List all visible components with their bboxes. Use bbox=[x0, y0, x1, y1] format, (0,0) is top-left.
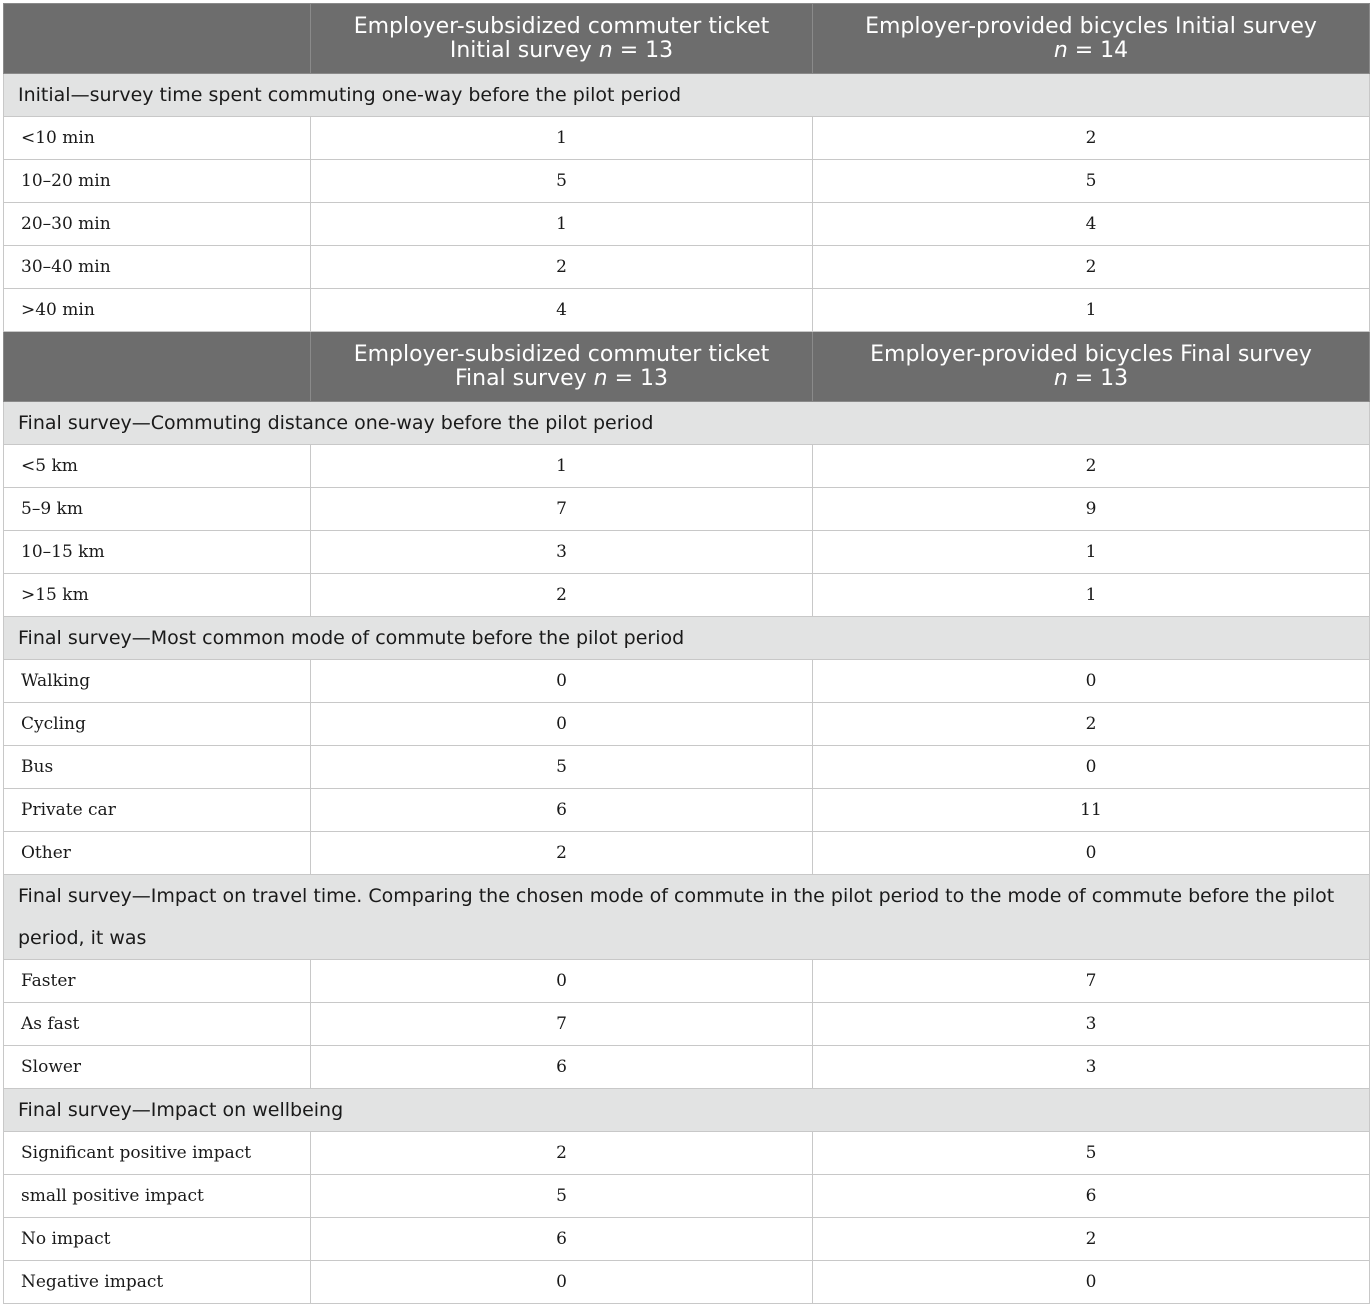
section-row bbox=[4, 875, 1370, 960]
bicycle-count: 11 bbox=[813, 789, 1370, 832]
bicycle-count: 1 bbox=[813, 574, 1370, 617]
header-text: Employer-subsidized commuter ticket bbox=[353, 13, 770, 39]
table-row bbox=[4, 160, 1370, 203]
ticket-count: 4 bbox=[311, 289, 813, 332]
bicycle-count: 3 bbox=[813, 1046, 1370, 1089]
ticket-count: 7 bbox=[311, 1003, 813, 1046]
table-row bbox=[4, 703, 1370, 746]
row-label: Significant positive impact bbox=[4, 1132, 311, 1175]
bicycle-count: 0 bbox=[813, 832, 1370, 875]
header-n: n bbox=[598, 37, 613, 63]
ticket-count: 5 bbox=[311, 1175, 813, 1218]
section-row bbox=[4, 617, 1370, 660]
table-row bbox=[4, 832, 1370, 875]
header-bicycle bbox=[813, 332, 1370, 402]
table-row bbox=[4, 531, 1370, 574]
header-count: = 13 bbox=[607, 365, 669, 391]
ticket-count: 0 bbox=[311, 1261, 813, 1304]
bicycle-count: 2 bbox=[813, 246, 1370, 289]
header-count: = 13 bbox=[612, 37, 674, 63]
bicycle-count: 2 bbox=[813, 703, 1370, 746]
section-row bbox=[4, 402, 1370, 445]
row-label: Slower bbox=[4, 1046, 311, 1089]
row-label: <10 min bbox=[4, 117, 311, 160]
ticket-count: 1 bbox=[311, 445, 813, 488]
row-label: >15 km bbox=[4, 574, 311, 617]
table-row bbox=[4, 445, 1370, 488]
ticket-count: 2 bbox=[311, 574, 813, 617]
section-title: Final survey—Impact on travel time. Comparing the chosen mode of commute in the pilot period to the mode of commute before the pilot period, it was bbox=[4, 875, 1370, 960]
row-label: 30–40 min bbox=[4, 246, 311, 289]
bicycle-count: 1 bbox=[813, 289, 1370, 332]
ticket-count: 1 bbox=[311, 117, 813, 160]
table-row bbox=[4, 1261, 1370, 1304]
section-title: Final survey—Commuting distance one-way before the pilot period bbox=[4, 402, 1370, 445]
header-n: n bbox=[1053, 365, 1068, 391]
table-body bbox=[4, 4, 1370, 1304]
header-n: n bbox=[1053, 37, 1068, 63]
bicycle-count: 1 bbox=[813, 531, 1370, 574]
ticket-count: 0 bbox=[311, 660, 813, 703]
table-row bbox=[4, 1003, 1370, 1046]
row-label: As fast bbox=[4, 1003, 311, 1046]
row-label: Private car bbox=[4, 789, 311, 832]
header-blank-cell bbox=[4, 332, 311, 402]
bicycle-count: 6 bbox=[813, 1175, 1370, 1218]
header-text: Employer-subsidized commuter ticket bbox=[353, 341, 770, 367]
bicycle-count: 3 bbox=[813, 1003, 1370, 1046]
ticket-count: 0 bbox=[311, 960, 813, 1003]
row-label: Walking bbox=[4, 660, 311, 703]
table-row bbox=[4, 1132, 1370, 1175]
section-title: Initial—survey time spent commuting one-way before the pilot period bbox=[4, 74, 1370, 117]
ticket-count: 2 bbox=[311, 246, 813, 289]
header-ticket bbox=[311, 332, 813, 402]
ticket-count: 2 bbox=[311, 832, 813, 875]
row-label: small positive impact bbox=[4, 1175, 311, 1218]
bicycle-count: 5 bbox=[813, 160, 1370, 203]
header-text: Employer-provided bicycles Final survey bbox=[870, 341, 1312, 367]
ticket-count: 5 bbox=[311, 160, 813, 203]
bicycle-count: 0 bbox=[813, 660, 1370, 703]
ticket-count: 5 bbox=[311, 746, 813, 789]
header-text: Initial survey bbox=[449, 37, 599, 63]
section-title: Final survey—Impact on wellbeing bbox=[4, 1089, 1370, 1132]
bicycle-count: 4 bbox=[813, 203, 1370, 246]
bicycle-count: 2 bbox=[813, 1218, 1370, 1261]
row-label: Faster bbox=[4, 960, 311, 1003]
header-count: = 14 bbox=[1067, 37, 1129, 63]
ticket-count: 2 bbox=[311, 1132, 813, 1175]
bicycle-count: 0 bbox=[813, 746, 1370, 789]
bicycle-count: 5 bbox=[813, 1132, 1370, 1175]
ticket-count: 1 bbox=[311, 203, 813, 246]
header-n: n bbox=[593, 365, 608, 391]
header-ticket bbox=[311, 4, 813, 74]
table-row bbox=[4, 1046, 1370, 1089]
table-row bbox=[4, 289, 1370, 332]
table-row bbox=[4, 746, 1370, 789]
table-row bbox=[4, 1175, 1370, 1218]
row-label: 5–9 km bbox=[4, 488, 311, 531]
table-row bbox=[4, 117, 1370, 160]
table-row bbox=[4, 246, 1370, 289]
table-row bbox=[4, 203, 1370, 246]
row-label: <5 km bbox=[4, 445, 311, 488]
table-row bbox=[4, 574, 1370, 617]
table-row bbox=[4, 789, 1370, 832]
ticket-count: 6 bbox=[311, 1046, 813, 1089]
ticket-count: 6 bbox=[311, 1218, 813, 1261]
header-text: Employer-provided bicycles Initial survey bbox=[865, 13, 1317, 39]
table-row bbox=[4, 488, 1370, 531]
header-blank-cell bbox=[4, 4, 311, 74]
header-text: Final survey bbox=[454, 365, 594, 391]
row-label: >40 min bbox=[4, 289, 311, 332]
row-label: 10–15 km bbox=[4, 531, 311, 574]
row-label: 10–20 min bbox=[4, 160, 311, 203]
ticket-count: 3 bbox=[311, 531, 813, 574]
ticket-count: 0 bbox=[311, 703, 813, 746]
row-label: 20–30 min bbox=[4, 203, 311, 246]
section-row bbox=[4, 74, 1370, 117]
bicycle-count: 7 bbox=[813, 960, 1370, 1003]
ticket-count: 7 bbox=[311, 488, 813, 531]
survey-results-table bbox=[3, 3, 1370, 1304]
row-label: Negative impact bbox=[4, 1261, 311, 1304]
table-row bbox=[4, 960, 1370, 1003]
row-label: Other bbox=[4, 832, 311, 875]
header-bicycle bbox=[813, 4, 1370, 74]
bicycle-count: 9 bbox=[813, 488, 1370, 531]
section-title: Final survey—Most common mode of commute before the pilot period bbox=[4, 617, 1370, 660]
row-label: Cycling bbox=[4, 703, 311, 746]
header-row-initial bbox=[4, 4, 1370, 74]
bicycle-count: 2 bbox=[813, 117, 1370, 160]
header-count: = 13 bbox=[1067, 365, 1129, 391]
row-label: Bus bbox=[4, 746, 311, 789]
row-label: No impact bbox=[4, 1218, 311, 1261]
section-row bbox=[4, 1089, 1370, 1132]
ticket-count: 6 bbox=[311, 789, 813, 832]
header-row-final bbox=[4, 332, 1370, 402]
bicycle-count: 0 bbox=[813, 1261, 1370, 1304]
bicycle-count: 2 bbox=[813, 445, 1370, 488]
table-row bbox=[4, 660, 1370, 703]
table-row bbox=[4, 1218, 1370, 1261]
